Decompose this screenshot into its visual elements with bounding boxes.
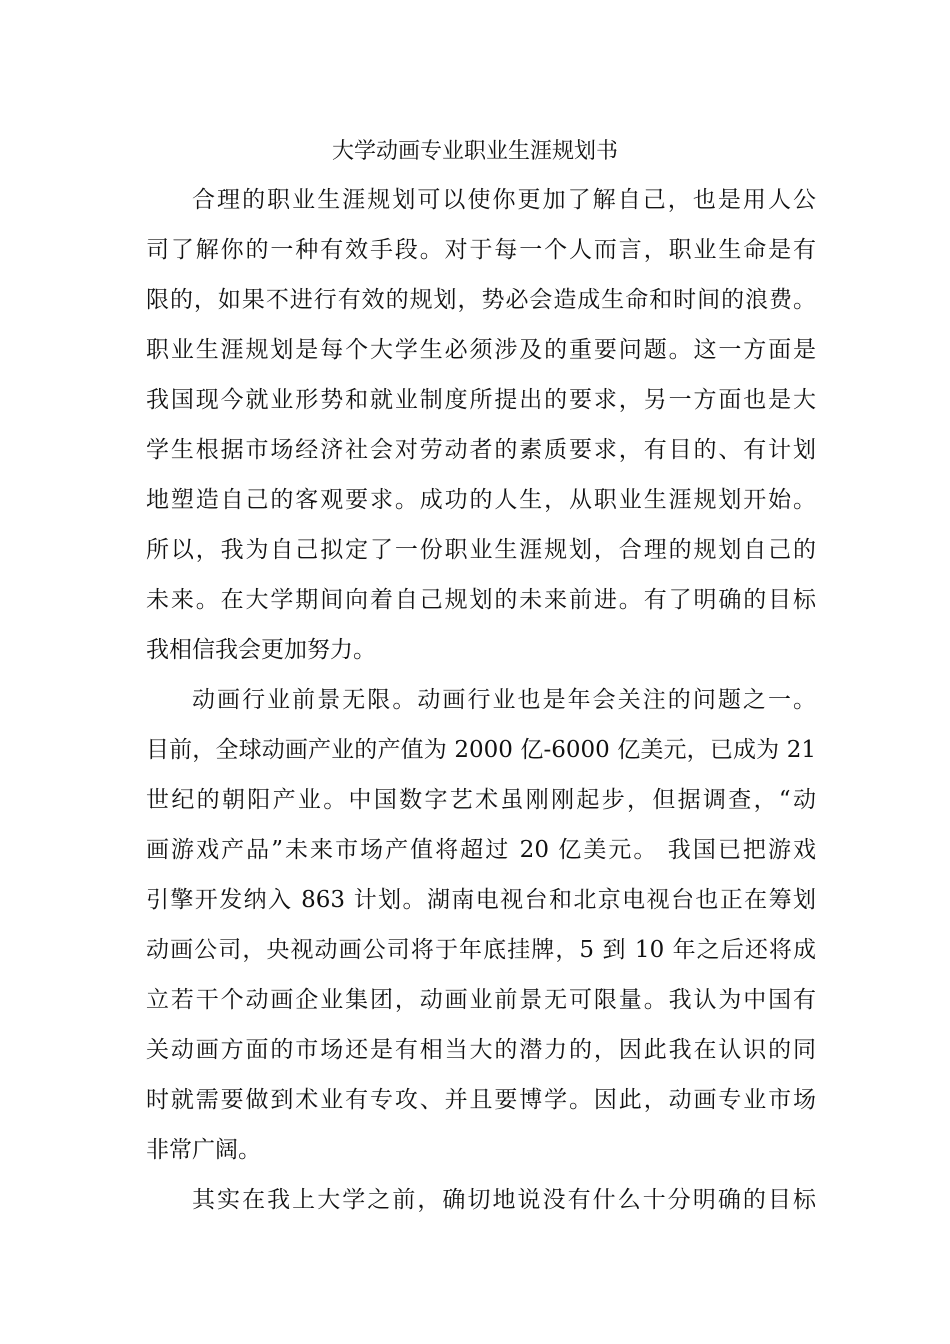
paragraph-line: 动画行业前景无限。动画行业也是年会关注的问题之一。 <box>192 687 816 713</box>
paragraph-line: 非常广阔。 <box>146 1137 261 1163</box>
paragraph-line: 司了解你的一种有效手段。对于每一个人而言，职业生命是有 <box>146 237 816 263</box>
paragraph-line: 我国现今就业形势和就业制度所提出的要求，另一方面也是大 <box>146 387 816 413</box>
paragraph-line: 未来。在大学期间向着自己规划的未来前进。有了明确的目标 <box>146 587 816 613</box>
paragraph-line: 限的，如果不进行有效的规划，势必会造成生命和时间的浪费。 <box>146 287 816 313</box>
paragraph-line: 立若干个动画企业集团，动画业前景无可限量。我认为中国有 <box>146 987 816 1013</box>
paragraph-line: 世纪的朝阳产业。中国数字艺术虽刚刚起步，但据调查，“动 <box>146 787 816 813</box>
paragraph-line: 引擎开发纳入 863 计划。湖南电视台和北京电视台也正在筹划 <box>146 887 816 913</box>
paragraph-line: 目前，全球动画产业的产值为 2000 亿-6000 亿美元，已成为 21 <box>146 737 816 763</box>
paragraph-line: 时就需要做到术业有专攻、并且要博学。因此，动画专业市场 <box>146 1087 816 1113</box>
paragraph-line: 画游戏产品”未来市场产值将超过 20 亿美元。 我国已把游戏 <box>146 837 816 863</box>
paragraph-line: 关动画方面的市场还是有相当大的潜力的，因此我在认识的同 <box>146 1037 816 1063</box>
paragraph-line: 地塑造自己的客观要求。成功的人生，从职业生涯规划开始。 <box>146 487 816 513</box>
document-title: 大学动画专业职业生涯规划书 <box>331 139 618 164</box>
paragraph-line: 其实在我上大学之前，确切地说没有什么十分明确的目标 <box>192 1187 816 1213</box>
paragraph-line: 职业生涯规划是每个大学生必须涉及的重要问题。这一方面是 <box>146 337 816 363</box>
paragraph-line: 我相信我会更加努力。 <box>146 637 376 663</box>
paragraph-line: 合理的职业生涯规划可以使你更加了解自己，也是用人公 <box>192 187 816 213</box>
paragraph-line: 学生根据市场经济社会对劳动者的素质要求，有目的、有计划 <box>146 437 816 463</box>
paragraph-line: 所以，我为自己拟定了一份职业生涯规划，合理的规划自己的 <box>146 537 816 563</box>
paragraph-line: 动画公司，央视动画公司将于年底挂牌，5 到 10 年之后还将成 <box>146 937 816 963</box>
